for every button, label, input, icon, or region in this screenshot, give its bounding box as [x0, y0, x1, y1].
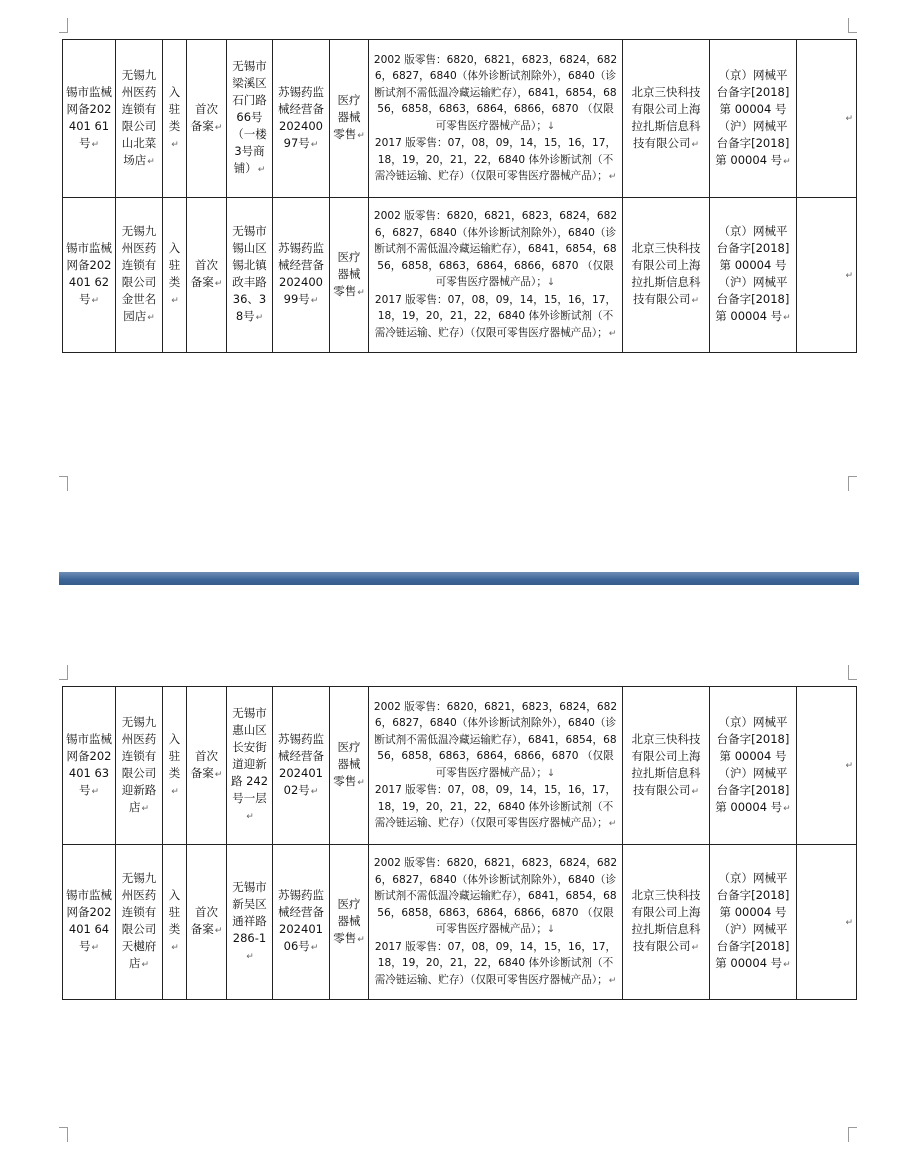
platform-cell: 北京三快科技有限公司上海拉扎斯信息科技有限公司↵	[623, 845, 710, 1000]
business-scope-cell: 2002 版零售：6820，6821，6823，6824，6826，6827，6840（体外诊断试剂除外），6840（诊断试剂不需低温冷藏运输贮存），6841，6854，6856，6858，6863，6864，6866，6870 （仅限可零售医疗器械产品）；↓ 2017 版零售：07，08，09，14，15，16，17，18，19，20，21，22，6840 体外诊断试剂（不需冷链运输、贮存）（仅限可零售医疗器械产品）；↵	[369, 687, 623, 845]
platform-filing-cell: （京）网械平台备字[2018]第 00004 号（沪）网械平台备字[2018]第 00004 号↵	[710, 198, 797, 353]
category-cell: 入驻类↵	[163, 845, 187, 1000]
crop-mark	[59, 665, 68, 680]
company-cell: 无锡九州医药连锁有限公司山北菜场店↵	[116, 40, 163, 198]
page-separator	[59, 572, 859, 585]
category-cell: 入驻类↵	[163, 40, 187, 198]
remark-cell: ↵	[797, 845, 857, 1000]
record-number-cell: 锡市监械网备202401 63号↵	[63, 687, 116, 845]
filing-table	[62, 39, 857, 353]
document-page-top	[0, 0, 902, 492]
filing-type-cell: 首次备案↵	[187, 198, 227, 353]
category-cell: 入驻类↵	[163, 198, 187, 353]
table-row	[63, 687, 857, 845]
category-cell: 入驻类↵	[163, 687, 187, 845]
crop-mark	[848, 1127, 857, 1142]
crop-mark	[848, 665, 857, 680]
record-number-cell: 锡市监械网备202401 62号↵	[63, 198, 116, 353]
platform-cell: 北京三快科技有限公司上海拉扎斯信息科技有限公司↵	[623, 687, 710, 845]
platform-filing-cell: （京）网械平台备字[2018]第 00004 号（沪）网械平台备字[2018]第 00004 号↵	[710, 40, 797, 198]
table-row	[63, 40, 857, 198]
address-cell: 无锡市新吴区通祥路286-1↵	[227, 845, 273, 1000]
company-cell: 无锡九州医药连锁有限公司天樾府店↵	[116, 845, 163, 1000]
remark-cell: ↵	[797, 687, 857, 845]
address-cell: 无锡市惠山区长安街道迎新路 242号一层↵	[227, 687, 273, 845]
business-type-cell: 医疗器械零售↵	[330, 845, 369, 1000]
crop-mark	[848, 18, 857, 33]
filing-type-cell: 首次备案↵	[187, 687, 227, 845]
crop-mark	[59, 1127, 68, 1142]
record-number-cell: 锡市监械网备202401 64号↵	[63, 845, 116, 1000]
remark-cell: ↵	[797, 198, 857, 353]
filing-type-cell: 首次备案↵	[187, 845, 227, 1000]
business-type-cell: 医疗器械零售↵	[330, 198, 369, 353]
table-row	[63, 198, 857, 353]
remark-cell: ↵	[797, 40, 857, 198]
business-scope-cell: 2002 版零售：6820，6821，6823，6824，6826，6827，6840（体外诊断试剂除外），6840（诊断试剂不需低温冷藏运输贮存），6841，6854，6856，6858，6863，6864，6866，6870 （仅限可零售医疗器械产品）；↓ 2017 版零售：07，08，09，14，15，16，17，18，19，20，21，22，6840 体外诊断试剂（不需冷链运输、贮存）（仅限可零售医疗器械产品）；↵	[369, 40, 623, 198]
platform-filing-cell: （京）网械平台备字[2018]第 00004 号（沪）网械平台备字[2018]第 00004 号↵	[710, 845, 797, 1000]
filing-type-cell: 首次备案↵	[187, 40, 227, 198]
license-cell: 苏锡药监械经营备20240097号↵	[273, 40, 330, 198]
document-page-bottom	[0, 585, 902, 1151]
address-cell: 无锡市梁溪区石门路66号（一楼3号商铺）↵	[227, 40, 273, 198]
crop-mark	[848, 476, 857, 491]
filing-table	[62, 686, 857, 1000]
table-row	[63, 845, 857, 1000]
platform-cell: 北京三快科技有限公司上海拉扎斯信息科技有限公司↵	[623, 40, 710, 198]
license-cell: 苏锡药监械经营备20240099号↵	[273, 198, 330, 353]
license-cell: 苏锡药监械经营备20240102号↵	[273, 687, 330, 845]
company-cell: 无锡九州医药连锁有限公司金世名园店↵	[116, 198, 163, 353]
business-scope-cell: 2002 版零售：6820，6821，6823，6824，6826，6827，6840（体外诊断试剂除外），6840（诊断试剂不需低温冷藏运输贮存），6841，6854，6856，6858，6863，6864，6866，6870 （仅限可零售医疗器械产品）；↓ 2017 版零售：07，08，09，14，15，16，17，18，19，20，21，22，6840 体外诊断试剂（不需冷链运输、贮存）（仅限可零售医疗器械产品）；↵	[369, 845, 623, 1000]
crop-mark	[59, 476, 68, 491]
address-cell: 无锡市锡山区锡北镇政丰路36、38号↵	[227, 198, 273, 353]
company-cell: 无锡九州医药连锁有限公司迎新路店↵	[116, 687, 163, 845]
crop-mark	[59, 18, 68, 33]
platform-cell: 北京三快科技有限公司上海拉扎斯信息科技有限公司↵	[623, 198, 710, 353]
business-type-cell: 医疗器械零售↵	[330, 40, 369, 198]
license-cell: 苏锡药监械经营备20240106号↵	[273, 845, 330, 1000]
record-number-cell: 锡市监械网备202401 61号↵	[63, 40, 116, 198]
business-scope-cell: 2002 版零售：6820，6821，6823，6824，6826，6827，6840（体外诊断试剂除外），6840（诊断试剂不需低温冷藏运输贮存），6841，6854，6856，6858，6863，6864，6866，6870 （仅限可零售医疗器械产品）；↓ 2017 版零售：07，08，09，14，15，16，17，18，19，20，21，22，6840 体外诊断试剂（不需冷链运输、贮存）（仅限可零售医疗器械产品）；↵	[369, 198, 623, 353]
platform-filing-cell: （京）网械平台备字[2018]第 00004 号（沪）网械平台备字[2018]第 00004 号↵	[710, 687, 797, 845]
business-type-cell: 医疗器械零售↵	[330, 687, 369, 845]
